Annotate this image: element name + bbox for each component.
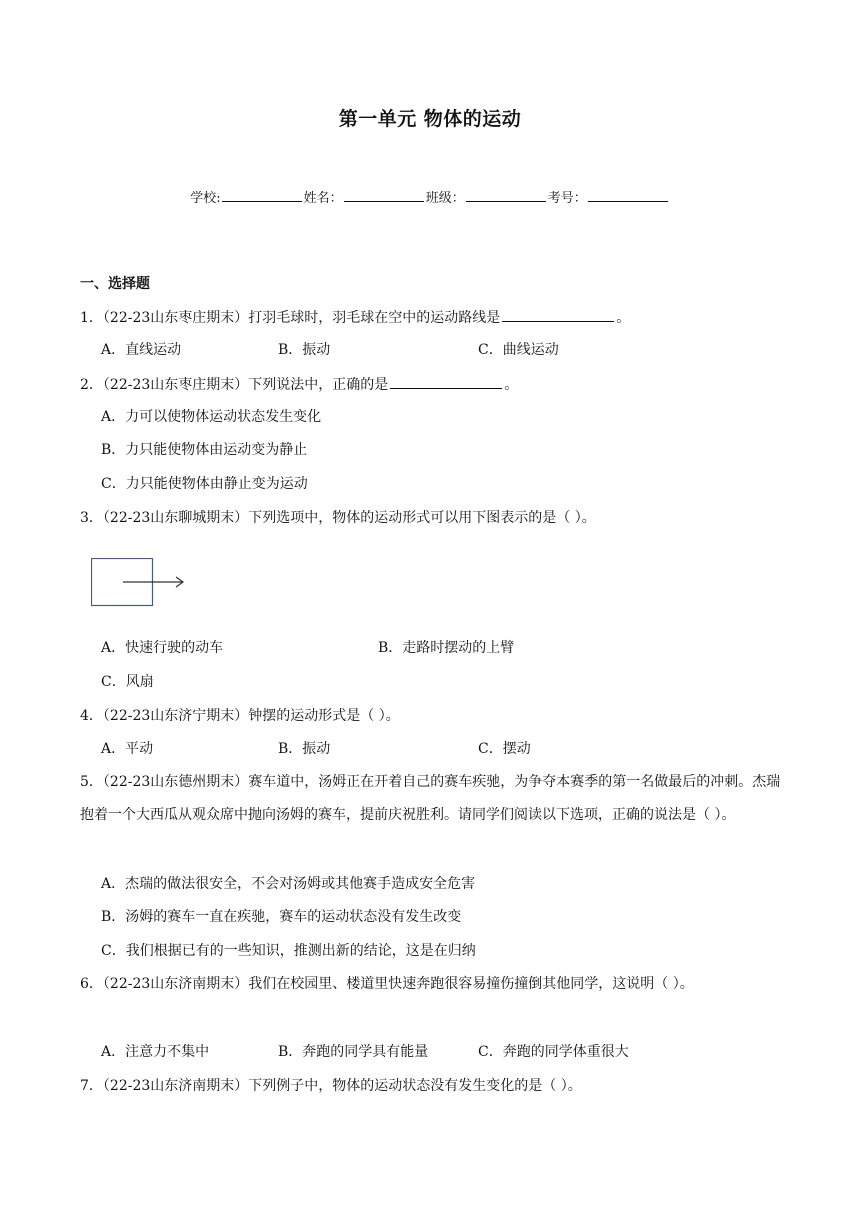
question-6 bbox=[80, 968, 785, 1001]
question-number: 3． bbox=[80, 510, 103, 526]
question-number: 6． bbox=[80, 976, 103, 992]
page-title: 第一单元 物体的运动 bbox=[338, 108, 522, 130]
option-a[interactable]: A．注意力不集中 bbox=[101, 1044, 210, 1060]
question-number: 4． bbox=[80, 708, 103, 724]
question-text: （22-23山东济宁期末）钟摆的运动形式是（ ）。 bbox=[102, 708, 400, 724]
school-blank[interactable] bbox=[222, 189, 302, 202]
option-b[interactable]: B．走路时摆动的上臂 bbox=[378, 640, 515, 656]
question-text: （22-23山东聊城期末）下列选项中，物体的运动形式可以用下图表示的是（ ）。 bbox=[102, 510, 596, 526]
question-text: （22-23山东枣庄期末）下列说法中，正确的是 bbox=[102, 377, 389, 393]
option-c[interactable]: C．风扇 bbox=[101, 674, 154, 690]
question-text: （22-23山东济南期末）我们在校园里、楼道里快速奔跑很容易撞伤撞倒其他同学，这说明（ ）。 bbox=[102, 976, 694, 992]
question-text: （22-23山东德州期末）赛车道中，汤姆正在开着自己的赛车疾驰，为争夺本赛季的第一名做最后的冲刺。杰瑞抱着一个大西瓜从观众席中抛向汤姆的赛车，提前庆祝胜利。请同学们阅读以下选项，正确的说法是（ ）。 bbox=[80, 774, 781, 823]
name-blank[interactable] bbox=[344, 189, 424, 202]
class-blank[interactable] bbox=[466, 189, 546, 202]
option-c[interactable]: C．曲线运动 bbox=[478, 342, 559, 358]
question-text: （22-23山东济南期末）下列例子中，物体的运动状态没有发生变化的是（ ）。 bbox=[102, 1078, 582, 1094]
question-number: 1． bbox=[80, 310, 103, 326]
section-heading: 一、选择题 bbox=[80, 276, 150, 292]
exam-number-label: 考号： bbox=[547, 191, 587, 206]
translation-motion-figure bbox=[91, 558, 191, 610]
exam-number-blank[interactable] bbox=[588, 189, 668, 202]
option-c[interactable]: C．我们根据已有的一些知识，推测出新的结论，这是在归纳 bbox=[101, 943, 476, 959]
option-b[interactable]: B．振动 bbox=[278, 342, 331, 358]
option-b[interactable]: B．汤姆的赛车一直在疾驰，赛车的运动状态没有发生改变 bbox=[101, 909, 462, 925]
option-a[interactable]: A．杰瑞的做法很安全，不会对汤姆或其他赛手造成安全危害 bbox=[101, 876, 476, 892]
question-tail: 。 bbox=[616, 310, 631, 326]
answer-blank[interactable] bbox=[390, 374, 502, 389]
option-c[interactable]: C．摆动 bbox=[478, 741, 531, 757]
name-label: 姓名： bbox=[303, 191, 343, 206]
school-label: 学校: bbox=[190, 191, 221, 206]
option-b[interactable]: B．振动 bbox=[278, 741, 331, 757]
option-a[interactable]: A．力可以使物体运动状态发生变化 bbox=[101, 409, 322, 425]
question-5 bbox=[80, 766, 785, 832]
question-3 bbox=[80, 508, 596, 528]
question-2 bbox=[80, 374, 518, 395]
question-7 bbox=[80, 1076, 582, 1096]
question-4 bbox=[80, 706, 400, 726]
question-text: （22-23山东枣庄期末）打羽毛球时，羽毛球在空中的运动路线是 bbox=[102, 310, 501, 326]
option-a[interactable]: A．直线运动 bbox=[101, 342, 182, 358]
option-a[interactable]: A．快速行驶的动车 bbox=[101, 640, 224, 656]
question-number: 2． bbox=[80, 377, 103, 393]
question-number: 7． bbox=[80, 1078, 103, 1094]
class-label: 班级： bbox=[425, 191, 465, 206]
student-info-line bbox=[0, 187, 860, 206]
option-c[interactable]: C．奔跑的同学体重很大 bbox=[478, 1044, 629, 1060]
question-1 bbox=[80, 307, 630, 328]
option-b[interactable]: B．力只能使物体由运动变为静止 bbox=[101, 442, 308, 458]
option-c[interactable]: C．力只能使物体由静止变为运动 bbox=[101, 476, 308, 492]
option-a[interactable]: A．平动 bbox=[101, 741, 154, 757]
answer-blank[interactable] bbox=[502, 307, 614, 322]
option-b[interactable]: B．奔跑的同学具有能量 bbox=[278, 1044, 429, 1060]
question-tail: 。 bbox=[504, 377, 519, 393]
question-number: 5． bbox=[80, 774, 103, 790]
